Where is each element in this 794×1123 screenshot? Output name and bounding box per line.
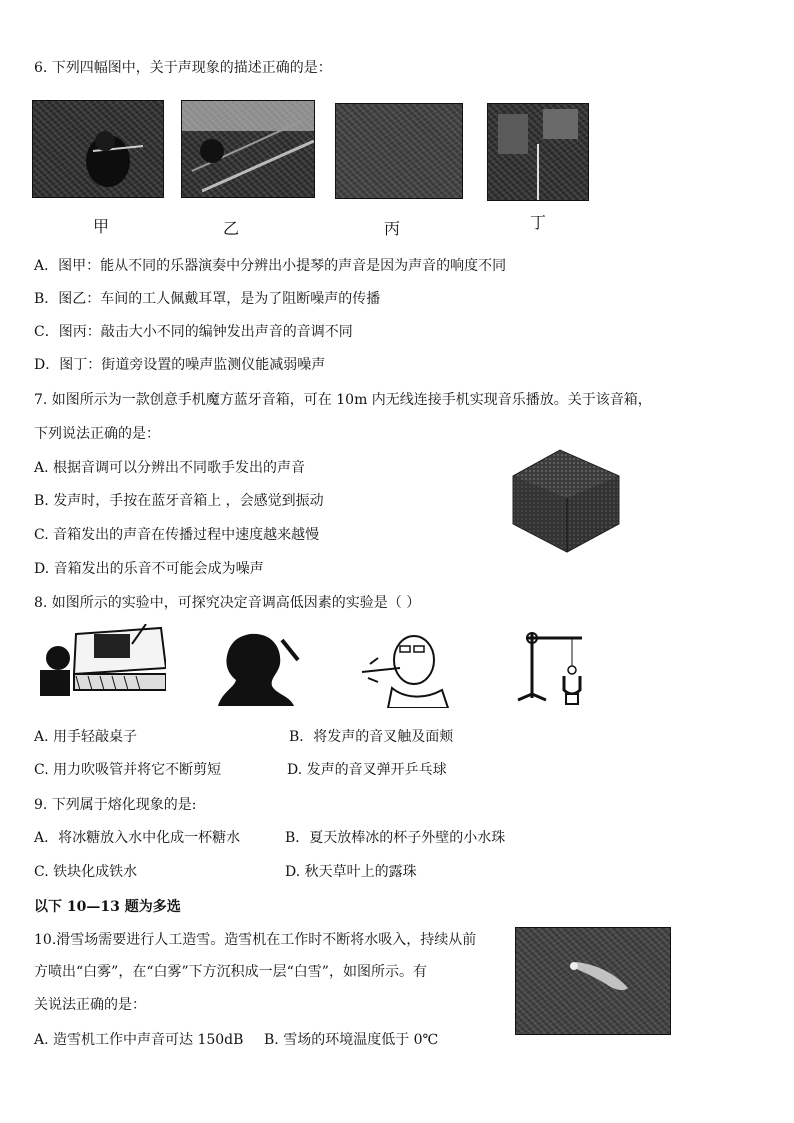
q10-option-a: A. 造雪机工作中声音可达 150dB (34, 1032, 244, 1048)
q6-option-d: D．图丁：街道旁设置的噪声监测仪能减弱噪声 (34, 357, 326, 373)
q10-stem-line1: 10.滑雪场需要进行人工造雪。造雪机在工作时不断将水吸入，持续从前 (34, 932, 477, 948)
q10-stem-line2: 方喷出“白雾”，在“白雾”下方沉积成一层“白雪”，如图所示。有 (34, 964, 427, 980)
q6-photo-ding (487, 103, 589, 201)
q8-figure-d-tuning-fork-stand (512, 628, 602, 708)
q9-option-c: C. 铁块化成铁水 (34, 864, 138, 880)
q8-option-d: D. 发声的音叉弹开乒乓球 (287, 762, 447, 778)
q8-figure-c-straw-cartoon (352, 628, 452, 708)
multi-choice-note: 以下 10—13 题为多选 (34, 899, 181, 915)
caption-ding: 丁 (530, 213, 547, 232)
q9-option-b: B．夏天放棒冰的杯子外壁的小水珠 (285, 830, 506, 846)
caption-bing: 丙 (384, 219, 401, 238)
caption-yi: 乙 (223, 219, 240, 238)
q8-figure-b-face-silhouette (210, 630, 300, 706)
q7-option-d: D. 音箱发出的乐音不可能会成为噪声 (34, 561, 264, 577)
q10-snow-machine-photo (515, 927, 671, 1035)
caption-jia: 甲 (93, 217, 110, 236)
q6-option-b: B．图乙：车间的工人佩戴耳罩，是为了阻断噪声的传播 (34, 291, 381, 307)
q8-figure-a-desk (36, 624, 166, 700)
q7-option-b: B. 发声时，手按在蓝牙音箱上 ，会感觉到振动 (34, 493, 324, 509)
bluetooth-speaker-cube-image (505, 446, 625, 556)
q6-option-a: A．图甲：能从不同的乐器演奏中分辨出小提琴的声音是因为声音的响度不同 (34, 258, 507, 274)
q8-option-b: B．将发声的音叉触及面颊 (289, 729, 454, 745)
q7-option-a: A. 根据音调可以分辨出不同歌手发出的声音 (34, 460, 306, 476)
q8-option-c: C. 用力吹吸管并将它不断剪短 (34, 762, 222, 778)
q10-option-b: B. 雪场的环境温度低于 0℃ (264, 1032, 439, 1048)
q9-option-a: A．将冰糖放入水中化成一杯糖水 (34, 830, 241, 846)
q8-stem: 8. 如图所示的实验中，可探究决定音调高低因素的实验是（ ） (34, 595, 421, 611)
q6-photo-bing (335, 103, 463, 199)
q6-photo-yi (181, 100, 315, 198)
q6-stem: 6. 下列四幅图中，关于声现象的描述正确的是： (34, 60, 332, 76)
q6-option-c: C．图丙：敲击大小不同的编钟发出声音的音调不同 (34, 324, 353, 340)
q7-stem-line2: 下列说法正确的是： (34, 426, 160, 442)
q9-stem: 9. 下列属于熔化现象的是: (34, 797, 197, 813)
q10-stem-line3: 关说法正确的是： (34, 997, 146, 1013)
q7-option-c: C. 音箱发出的声音在传播过程中速度越来越慢 (34, 527, 320, 543)
q6-photo-jia (32, 100, 164, 198)
q8-option-a: A. 用手轻敲桌子 (34, 729, 138, 745)
q7-stem-line1: 7. 如图所示为一款创意手机魔方蓝牙音箱，可在 10m 内无线连接手机实现音乐播放。关于该音箱， (34, 392, 652, 408)
q9-option-d: D. 秋天草叶上的露珠 (285, 864, 417, 880)
